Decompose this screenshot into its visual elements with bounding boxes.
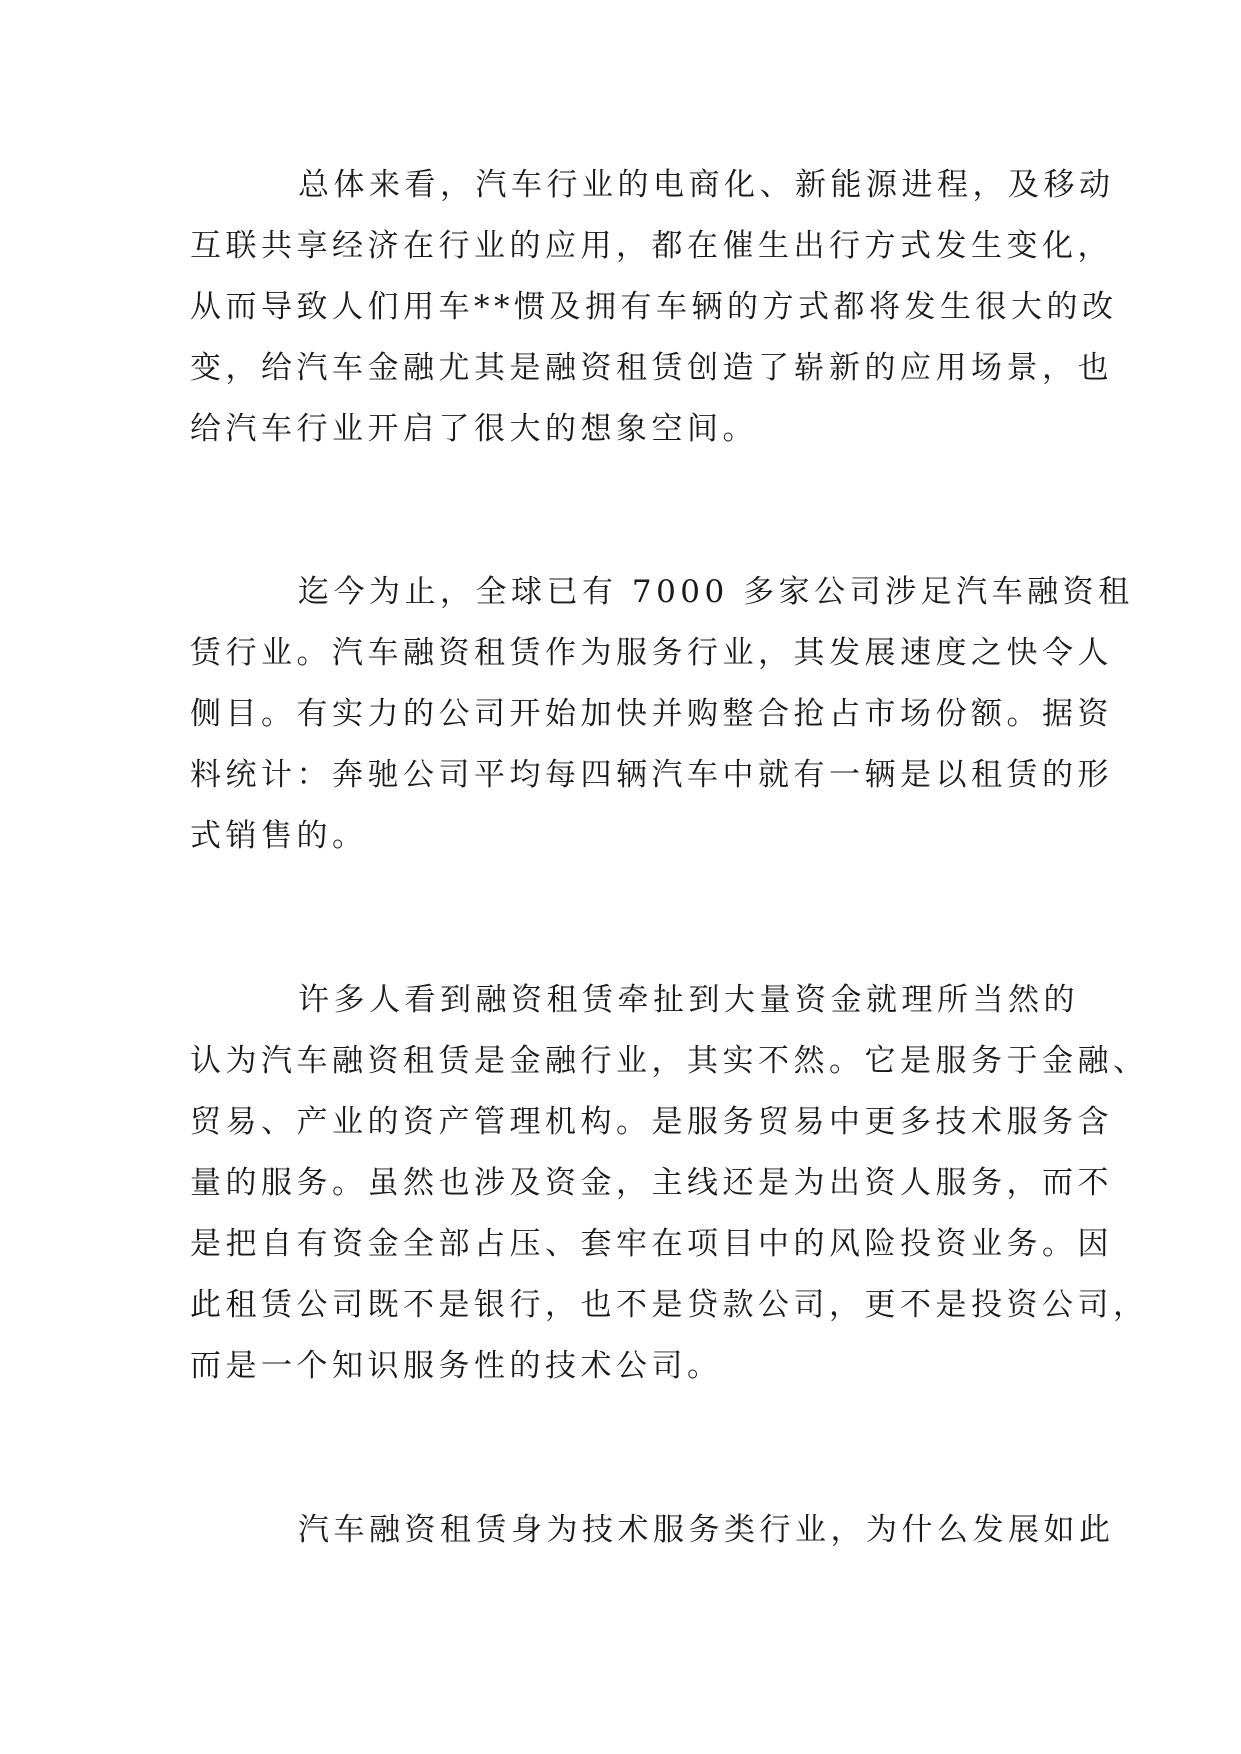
paragraph-line: 贸易、产业的资产管理机构。是服务贸易中更多技术服务含 (190, 1104, 1113, 1140)
paragraph-line: 料统计：奔驰公司平均每四辆汽车中就有一辆是以租赁的形 (190, 757, 1113, 793)
paragraph-line: 总体来看，汽车行业的电商化、新能源进程，及移动 (298, 167, 1115, 203)
paragraph-line: 汽车融资租赁身为技术服务类行业，为什么发展如此 (298, 1512, 1115, 1548)
paragraph-line: 认为汽车融资租赁是金融行业，其实不然。它是服务于金融、 (190, 1043, 1149, 1079)
paragraph-line: 赁行业。汽车融资租赁作为服务行业，其发展速度之快令人 (190, 635, 1113, 671)
paragraph-line: 迄今为止，全球已有 7000 多家公司涉足汽车融资租 (298, 574, 1134, 610)
paragraph-line: 式销售的。 (190, 818, 368, 854)
paragraph-3 (190, 970, 1149, 1397)
paragraph-line: 侧目。有实力的公司开始加快并购整合抢占市场份额。据资 (190, 696, 1113, 732)
paragraph-line: 是把自有资金全部占压、套牢在项目中的风险投资业务。因 (190, 1226, 1113, 1262)
paragraph-1 (190, 155, 1118, 460)
paragraph-line: 而是一个知识服务性的技术公司。 (190, 1348, 723, 1384)
paragraph-line: 从而导致人们用车**惯及拥有车辆的方式都将发生很大的改 (190, 289, 1118, 325)
paragraph-4 (190, 1500, 1115, 1561)
paragraph-2 (190, 562, 1134, 867)
paragraph-line: 互联共享经济在行业的应用，都在催生出行方式发生变化， (190, 228, 1113, 264)
paragraph-line: 量的服务。虽然也涉及资金，主线还是为出资人服务，而不 (190, 1165, 1113, 1201)
paragraph-line: 给汽车行业开启了很大的想象空间。 (190, 411, 758, 447)
paragraph-line: 许多人看到融资租赁牵扯到大量资金就理所当然的 (298, 982, 1079, 1018)
paragraph-line: 此租赁公司既不是银行，也不是贷款公司，更不是投资公司， (190, 1287, 1149, 1323)
paragraph-line: 变，给汽车金融尤其是融资租赁创造了崭新的应用场景，也 (190, 350, 1113, 386)
